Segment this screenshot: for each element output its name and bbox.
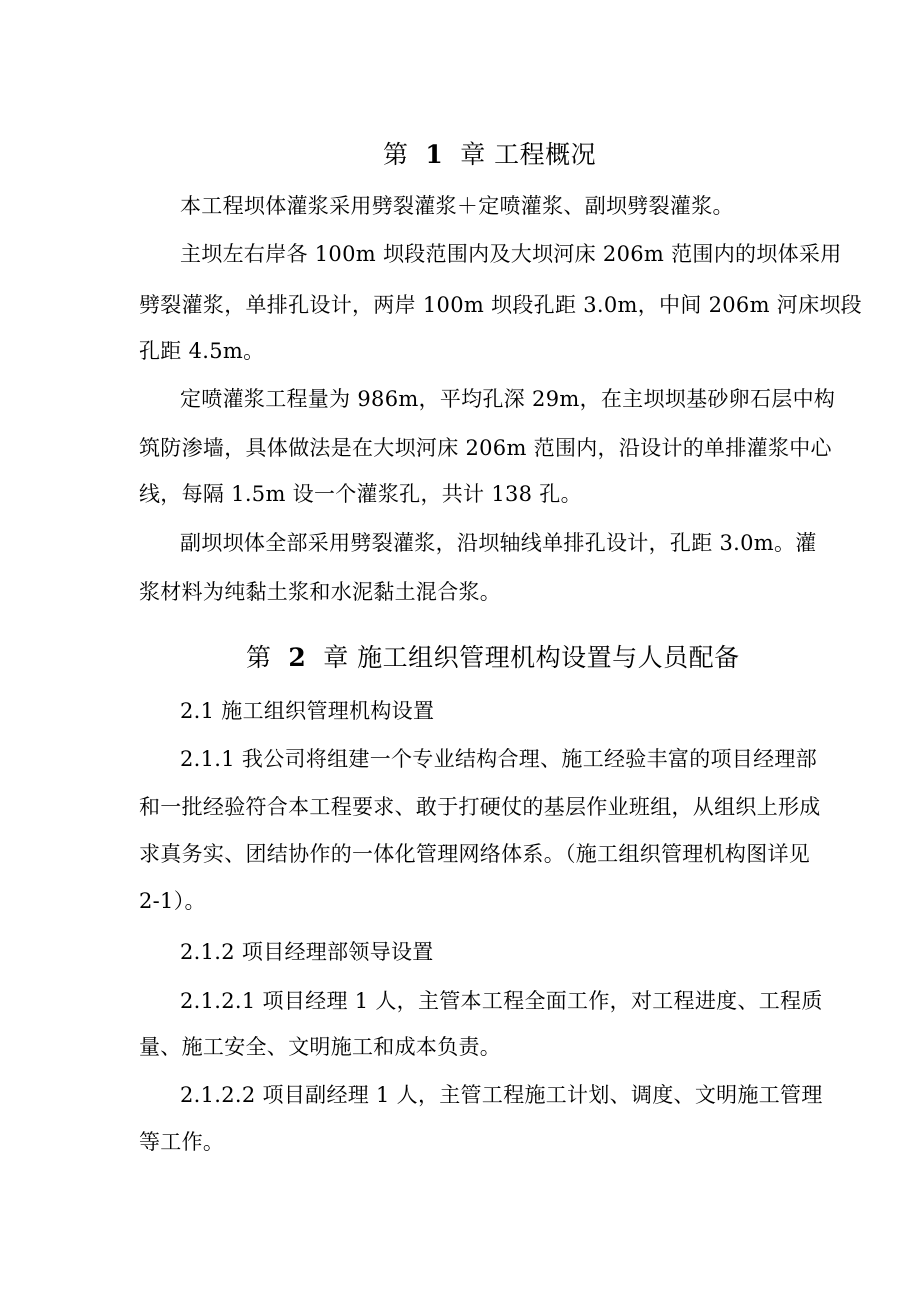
section-2-1-1-line-3: 求真务实、团结协作的一体化管理网络体系。（施工组织管理机构图详见 xyxy=(139,842,811,866)
chapter-1-heading-pre: 第 xyxy=(383,140,409,169)
section-2-1-1-line-4: 2-1）。 xyxy=(139,889,206,913)
chapter-2-heading xyxy=(246,642,740,674)
section-2-1-1-line-1: 2.1.1 我公司将组建一个专业结构合理、施工经验丰富的项目经理部 xyxy=(180,747,818,771)
section-2-1-2-1-line-2: 量、施工安全、文明施工和成本负责。 xyxy=(139,1035,502,1059)
chapter-1-heading xyxy=(383,139,596,171)
chapter-1-paragraph-2-line-1: 主坝左右岸各 100m 坝段范围内及大坝河床 206m 范围内的坝体采用 xyxy=(180,242,842,266)
section-2-1-heading: 2.1 施工组织管理机构设置 xyxy=(180,699,435,723)
chapter-1-paragraph-4-line-2: 浆材料为纯黏土浆和水泥黏土混合浆。 xyxy=(139,580,502,604)
section-2-1-1-line-2: 和一批经验符合本工程要求、敢于打硬仗的基层作业班组，从组织上形成 xyxy=(139,795,821,819)
section-2-1-2-2-line-2: 等工作。 xyxy=(139,1130,225,1154)
section-2-1-2-heading: 2.1.2 项目经理部领导设置 xyxy=(180,940,434,964)
chapter-1-heading-title: 章 工程概况 xyxy=(460,140,597,169)
chapter-1-paragraph-3-line-1: 定喷灌浆工程量为 986m，平均孔深 29m，在主坝坝基砂卵石层中构 xyxy=(180,387,836,411)
chapter-1-heading-number: 1 xyxy=(425,140,444,169)
section-2-1-2-2-line-1: 2.1.2.2 项目副经理 1 人，主管工程施工计划、调度、文明施工管理 xyxy=(180,1083,823,1107)
chapter-1-paragraph-1: 本工程坝体灌浆采用劈裂灌浆＋定喷灌浆、副坝劈裂灌浆。 xyxy=(180,194,734,218)
chapter-1-paragraph-2-line-3: 孔距 4.5m。 xyxy=(139,339,265,363)
chapter-1-paragraph-3-line-3: 线，每隔 1.5m 设一个灌浆孔，共计 138 孔。 xyxy=(139,482,582,506)
section-2-1-2-1-line-1: 2.1.2.1 项目经理 1 人，主管本工程全面工作，对工程进度、工程质 xyxy=(180,989,823,1013)
chapter-2-heading-number: 2 xyxy=(288,643,307,672)
chapter-1-paragraph-2-line-2: 劈裂灌浆，单排孔设计，两岸 100m 坝段孔距 3.0m，中间 206m 河床坝段 xyxy=(139,293,862,317)
chapter-2-heading-title: 章 施工组织管理机构设置与人员配备 xyxy=(323,643,740,672)
chapter-1-paragraph-4-line-1: 副坝坝体全部采用劈裂灌浆，沿坝轴线单排孔设计，孔距 3.0m。灌 xyxy=(180,531,817,555)
chapter-1-paragraph-3-line-2: 筑防渗墙，具体做法是在大坝河床 206m 范围内，沿设计的单排灌浆中心 xyxy=(139,436,832,460)
chapter-2-heading-pre: 第 xyxy=(246,643,272,672)
